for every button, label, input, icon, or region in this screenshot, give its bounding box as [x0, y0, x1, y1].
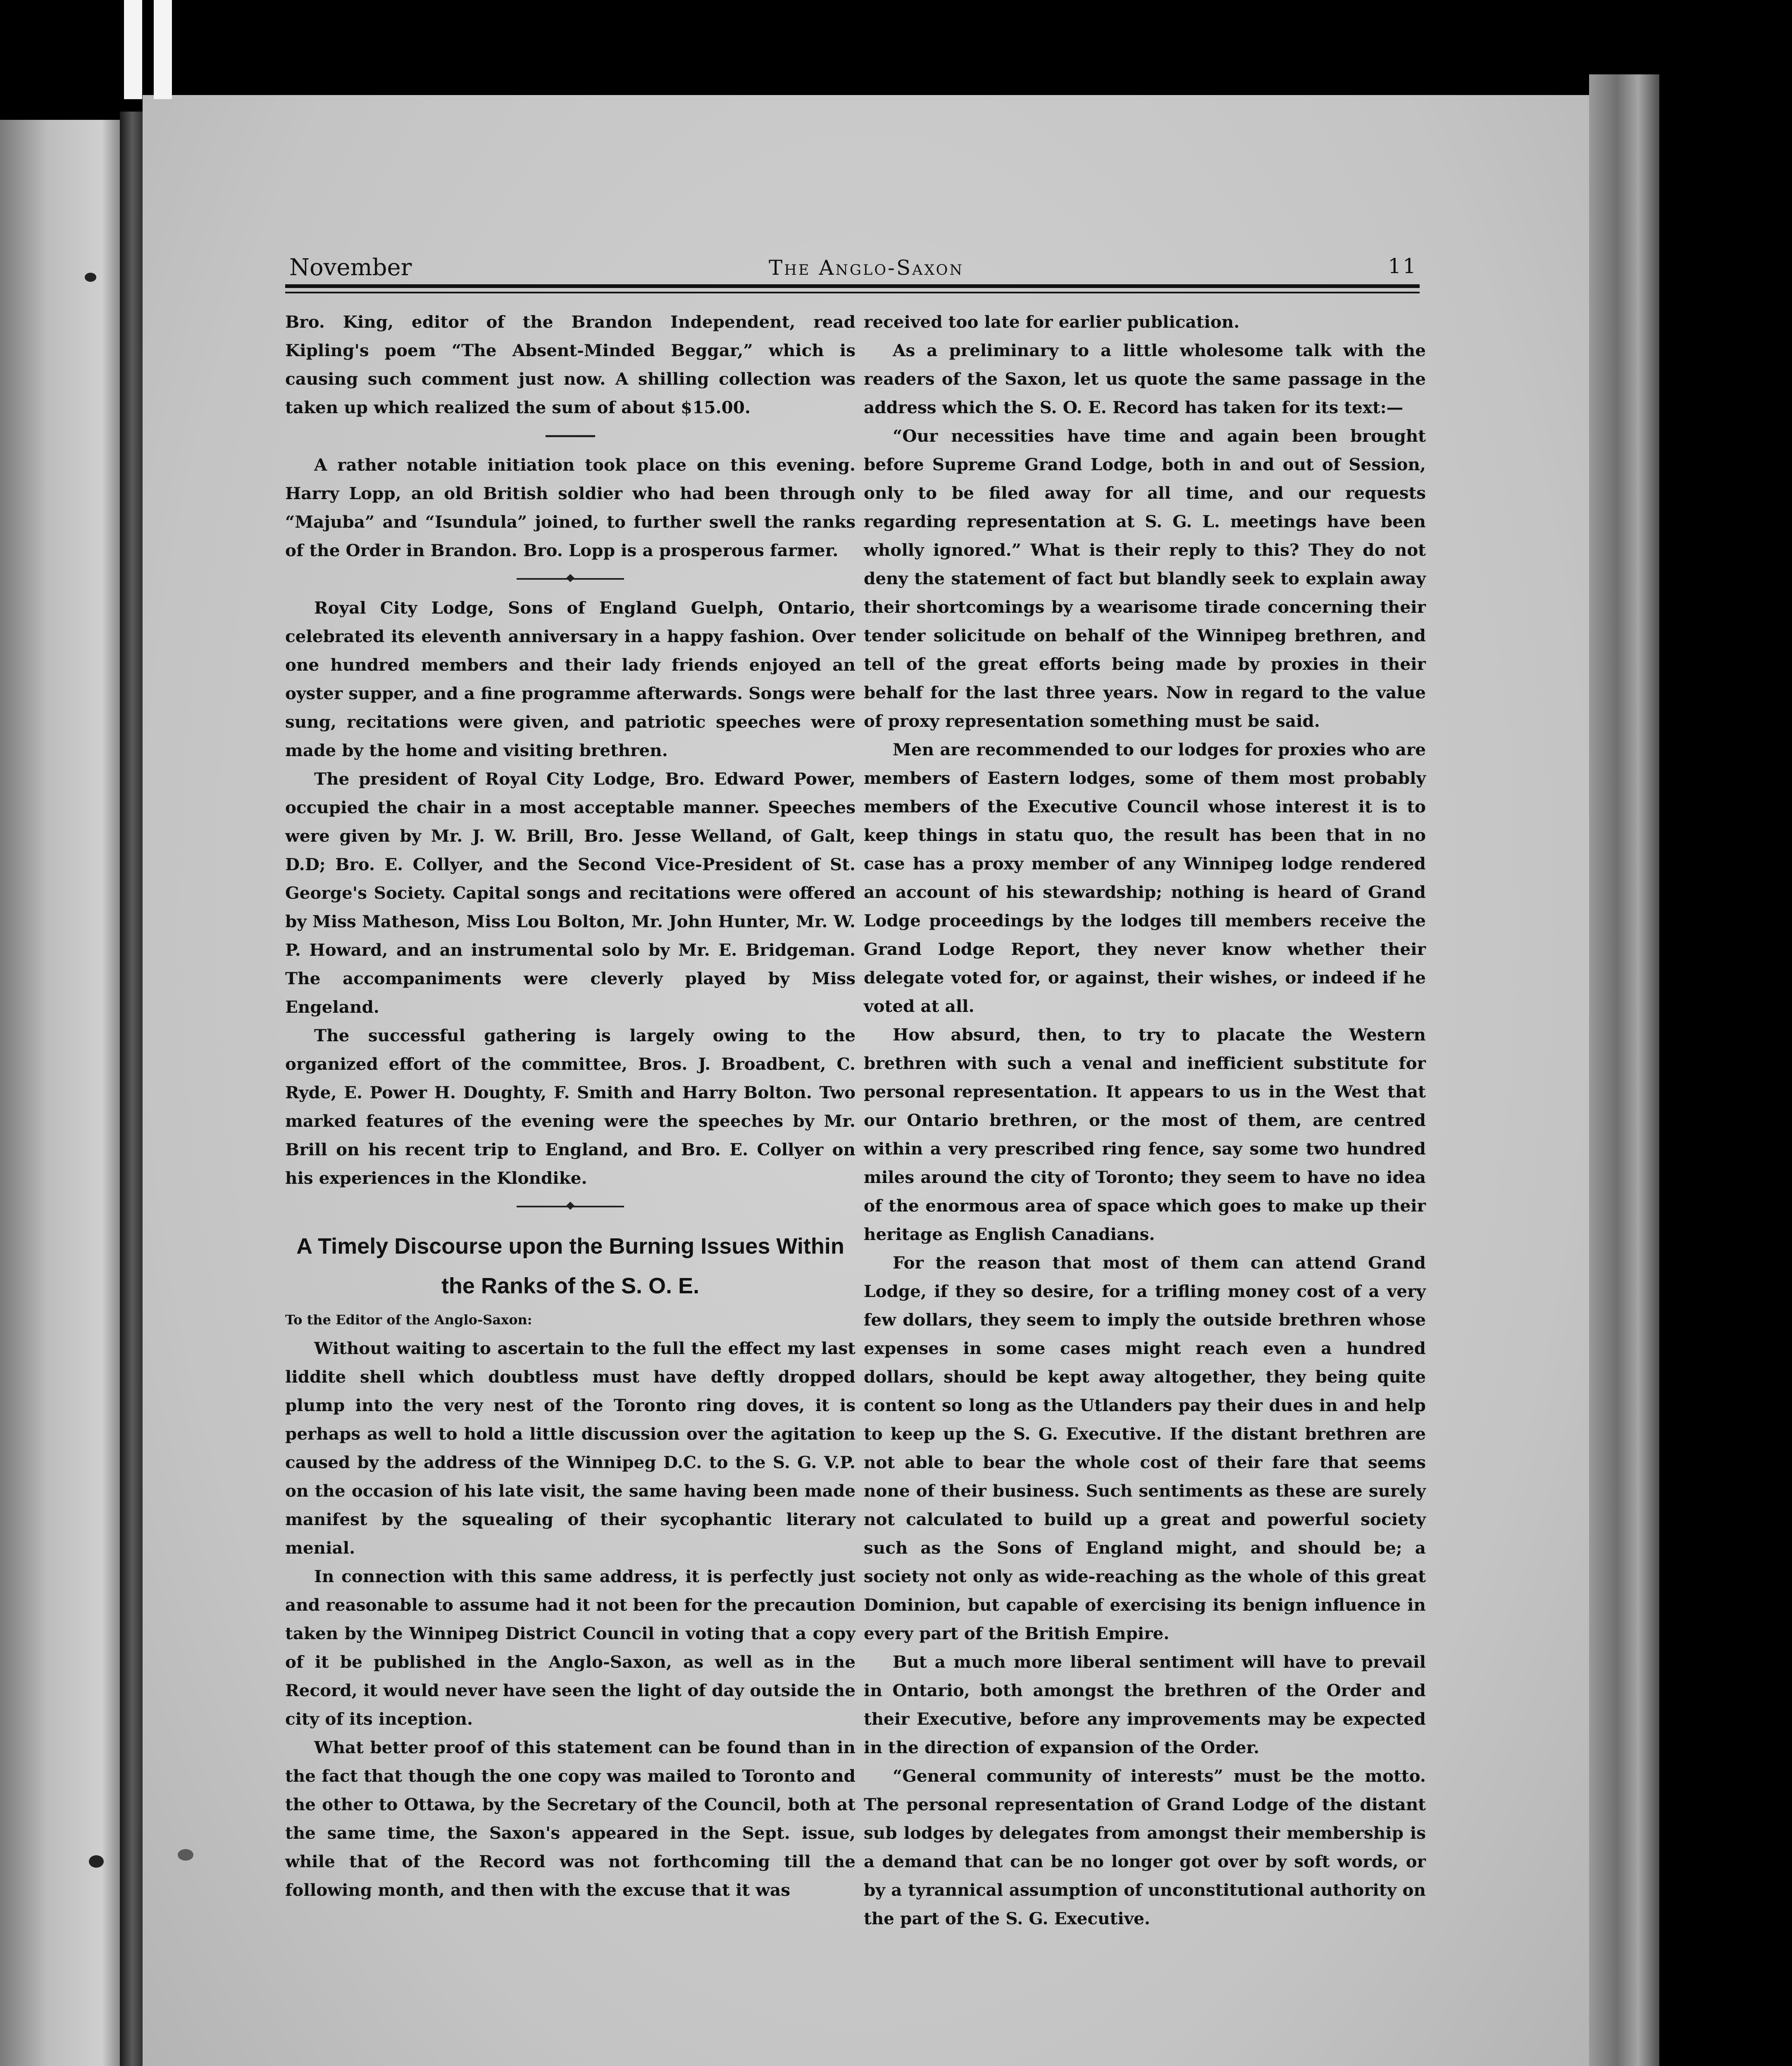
paragraph: For the reason that most of them can attend Grand Lodge, if they so desire, for a trifling money cost of a very few dollars, they seem to imply the outside brethren whose expenses in some cases might reach even a hundred dollars, should be kept away altogether, they being quite content so long as the Utlanders pay their dues in and help to keep up the S. G. Executive. If the distant brethren are not able to bear the whole cost of their fare that seems none of their business. Such sentiments as these are surely not calculated to build up a great and powerful society such as the Sons of England might, and should be; a society not only as wide-reaching as the whole of this great Dominion, but capable of exercising its benign influence in every part of the British Empire.	[864, 1253, 1426, 1643]
header-rule	[285, 284, 1420, 288]
header-month: November	[289, 254, 412, 281]
header-rule-thin	[285, 292, 1420, 293]
paragraph: What better proof of this statement can be found than in the fact that though the one copy was mailed to Toronto and the other to Ottawa, by the Secretary of the Council, both at the same time, the Saxon's appeared in the Sept. issue, while that of the Record was not forthcoming till the following month, and then with the excuse that it was	[285, 1738, 855, 1900]
paragraph: In connection with this same address, it is perfectly just and reasonable to assume had it not been for the precaution taken by the Winnipeg District Council in voting that a copy of it be published in the Anglo-Saxon, as well as in the Record, it would never have seen the light of day outside the city of its inception.	[285, 1566, 855, 1729]
paragraph: The president of Royal City Lodge, Bro. Edward Power, occupied the chair in a most acceptable manner. Speeches were given by Mr. J. W. Brill, Bro. Jesse Welland, of Galt, D.D; Bro. E. Collyer, and the Second Vice-President of St. George's Society. Capital songs and recitations were offered by Miss Matheson, Miss Lou Bolton, Mr. John Hunter, Mr. W. P. Howard, and an instrumental solo by Mr. E. Bridgeman. The accompaniments were cleverly played by Miss Engeland.	[285, 769, 855, 1017]
paragraph: Without waiting to ascertain to the full the effect my last liddite shell which doubtless must have deftly dropped plump into the very nest of the Toronto ring doves, it is perhaps as well to hold a little discussion over the agitation caused by the address of the Winnipeg D.C. to the S. G. V.P. on the occasion of his late visit, the same having been made manifest by the squealing of their sycophantic literary menial.	[285, 1338, 855, 1558]
page-number: 11	[1388, 254, 1418, 278]
scan-speck	[89, 1855, 104, 1868]
scan-speck	[178, 1849, 193, 1861]
right-column	[864, 308, 1426, 1933]
facing-page-edge	[0, 120, 120, 2066]
publication-title: The Anglo-Saxon	[769, 256, 964, 280]
ornament-divider	[285, 1192, 855, 1221]
paragraph: Men are recommended to our lodges for proxies who are members of Eastern lodges, some of them most probably members of the Executive Council whose interest it is to keep things in statu quo, the result has been that in no case has a proxy member of any Winnipeg lodge rendered an account of his stewardship; nothing is heard of Grand Lodge proceedings by the lodges till members receive the Grand Lodge Report, they never know whether their delegate voted for, or against, their wishes, or indeed if he voted at all.	[864, 740, 1426, 1016]
paragraph: Royal City Lodge, Sons of England Guelph, Ontario, celebrated its eleventh anniversary in a happy fashion. Over one hundred members and their lady friends enjoyed an oyster supper, and a fine programme afterwards. Songs were sung, recitations were given, and patriotic speeches were made by the home and visiting brethren.	[285, 598, 855, 760]
paragraph: A rather notable initiation took place on this evening. Harry Lopp, an old British soldier who had been through “Majuba” and “Isundula” joined, to further swell the ranks of the Order in Brandon. Bro. Lopp is a prosperous farmer.	[285, 455, 855, 560]
paragraph: The successful gathering is largely owing to the organized effort of the committee, Bros. J. Broadbent, C. Ryde, E. Power H. Doughty, F. Smith and Harry Bolton. Two marked features of the evening were the speeches by Mr. Brill on his recent trip to England, and Bro. E. Collyer on his experiences in the Klondike.	[285, 1026, 855, 1188]
short-rule	[285, 422, 855, 451]
paragraph: “Our necessities have time and again been brought before Supreme Grand Lodge, both in and out of Session, only to be filed away for all time, and our requests regarding representation at S. G. L. meetings have been wholly ignored.” What is their reply to this? They do not deny the statement of fact but blandly seek to explain away their shortcomings by a wearisome tirade concerning their tender solicitude on behalf of the Winnipeg brethren, and tell of the great efforts being made by proxies in their behalf for the last three years. Now in regard to the value of proxy representation something must be said.	[864, 426, 1426, 731]
article-headline: A Timely Discourse upon the Burning Issues Within the Ranks of the S. O. E.	[296, 1234, 844, 1298]
paragraph: “General community of interests” must be the motto. The personal representation of Grand Lodge of the distant sub lodges by delegates from amongst their membership is a demand that can be no longer got over by soft words, or by a tyrannical assumption of unconstitutional authority on the part of the S. G. Executive.	[864, 1766, 1426, 1928]
film-edge-top-2	[154, 0, 172, 99]
paragraph: Bro. King, editor of the Brandon Independent, read Kipling's poem “The Absent-Minded Beggar,” which is causing such comment just now. A shilling collection was taken up which realized the sum of about $15.00.	[285, 312, 855, 417]
salutation: To the Editor of the Anglo-Saxon:	[285, 1312, 532, 1328]
paragraph: How absurd, then, to try to placate the Western brethren with such a venal and inefficient substitute for personal representation. It appears to us in the West that our Ontario brethren, or the most of them, are centred within a very prescribed ring fence, say some two hundred miles around the city of Toronto; they seem to have no idea of the enormous area of space which goes to make up their heritage as English Canadians.	[864, 1025, 1426, 1244]
paragraph: received too late for earlier publication.	[864, 312, 1240, 332]
scan-speck	[85, 273, 96, 282]
paragraph: But a much more liberal sentiment will have to prevail in Ontario, both amongst the brethren of the Order and their Executive, before any improvements may be expected in the direction of expansion of the Order.	[864, 1652, 1426, 1757]
paragraph: As a preliminary to a little wholesome talk with the readers of the Saxon, let us quote the same passage in the address which the S. O. E. Record has taken for its text:—	[864, 340, 1426, 417]
film-edge-top-1	[124, 0, 142, 99]
left-column	[285, 308, 855, 1904]
ornament-divider	[285, 565, 855, 594]
book-gutter	[120, 112, 145, 2066]
page-stack-edge	[1589, 74, 1659, 2066]
